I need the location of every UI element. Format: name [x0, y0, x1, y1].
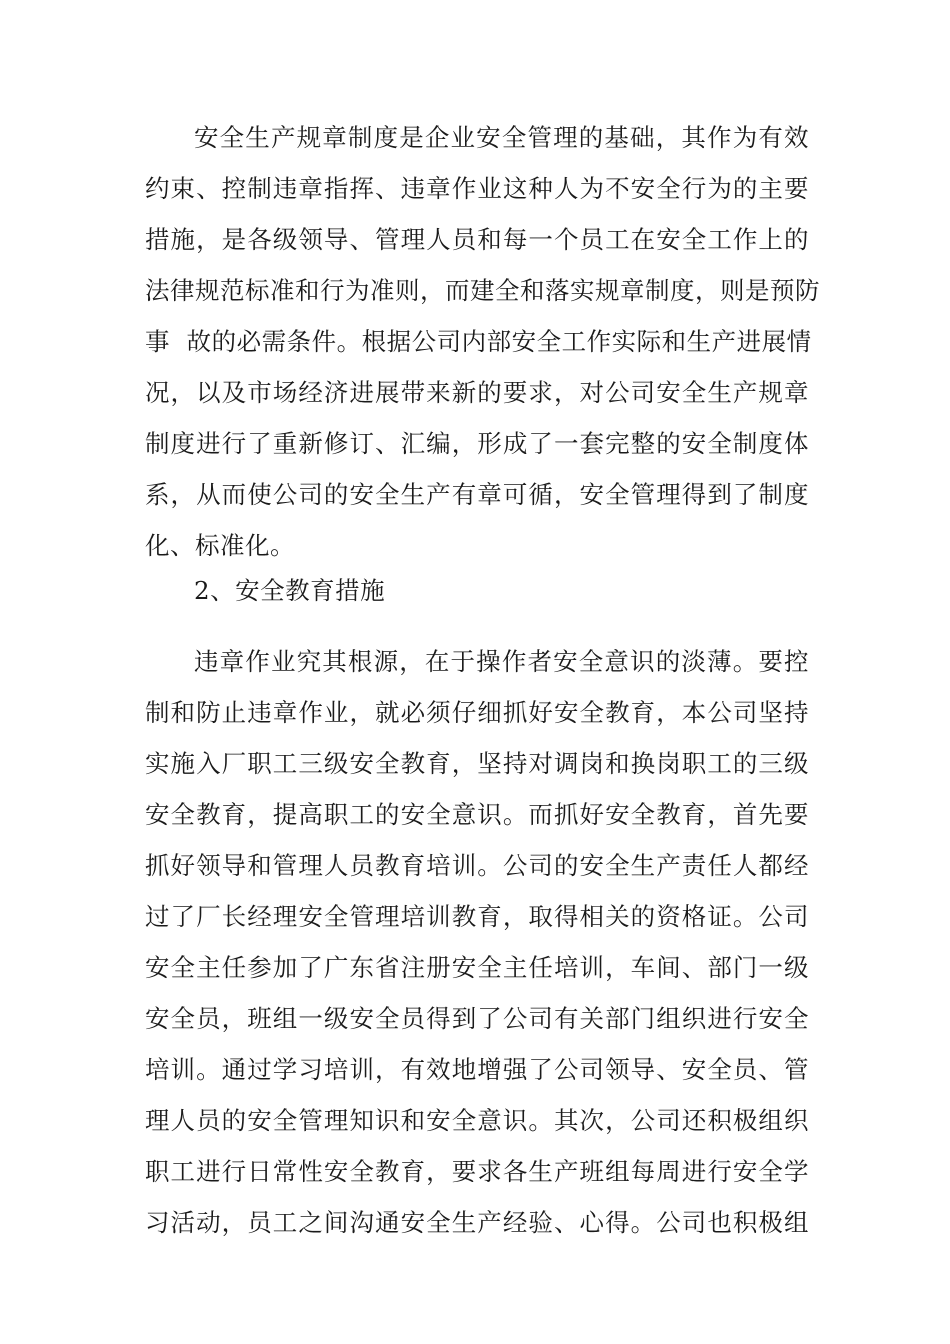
section-heading — [145, 565, 809, 616]
paragraph-line: 法律规范标准和行为准则，而建全和落实规章制度，则是预防 — [145, 276, 820, 305]
paragraph-line: 约束、控制违章指挥、违章作业这种人为不安全行为的主要 — [145, 174, 809, 203]
paragraph-line: 理人员的安全管理知识和安全意识。其次，公司还积极组织 — [145, 1106, 809, 1135]
paragraph-line: 安全员，班组一级安全员得到了公司有关部门组织进行安全 — [145, 1004, 809, 1033]
paragraph-safety-education — [145, 636, 809, 1248]
paragraph-line: 安全主任参加了广东省注册安全主任培训，车间、部门一级 — [145, 953, 809, 982]
paragraph-line: 违章作业究其根源，在于操作者安全意识的淡薄。要控 — [194, 647, 809, 676]
paragraph-line: 事 故的必需条件。根据公司内部安全工作实际和生产进展情 — [145, 327, 812, 356]
paragraph-line: 化、标准化。 — [145, 531, 295, 560]
paragraph-line: 况，以及市场经济进展带来新的要求，对公司安全生产规章 — [145, 378, 809, 407]
paragraph-line: 职工进行日常性安全教育，要求各生产班组每周进行安全学 — [145, 1157, 809, 1186]
paragraph-line: 过了厂长经理安全管理培训教育，取得相关的资格证。公司 — [145, 902, 809, 931]
paragraph-line: 系，从而使公司的安全生产有章可循，安全管理得到了制度 — [145, 480, 809, 509]
paragraph-line: 抓好领导和管理人员教育培训。公司的安全生产责任人都经 — [145, 851, 809, 880]
paragraph-line: 习活动，员工之间沟通安全生产经验、心得。公司也积极组 — [145, 1208, 809, 1237]
paragraph-safety-regulations — [145, 112, 820, 571]
paragraph-line: 安全教育，提高职工的安全意识。而抓好安全教育，首先要 — [145, 800, 809, 829]
paragraph-line: 措施，是各级领导、管理人员和每一个员工在安全工作上的 — [145, 225, 809, 254]
paragraph-line: 实施入厂职工三级安全教育，坚持对调岗和换岗职工的三级 — [145, 749, 809, 778]
heading-text: 2、安全教育措施 — [194, 576, 386, 605]
paragraph-line: 安全生产规章制度是企业安全管理的基础，其作为有效 — [194, 123, 809, 152]
paragraph-line: 培训。通过学习培训，有效地增强了公司领导、安全员、管 — [145, 1055, 809, 1084]
paragraph-line: 制度进行了重新修订、汇编，形成了一套完整的安全制度体 — [145, 429, 809, 458]
paragraph-line: 制和防止违章作业，就必须仔细抓好安全教育，本公司坚持 — [145, 698, 809, 727]
